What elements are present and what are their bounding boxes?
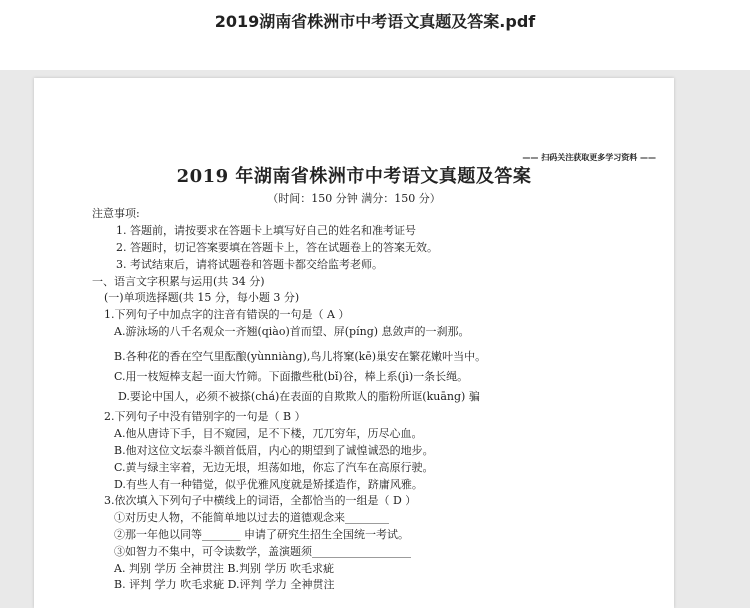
title-bar (0, 0, 750, 70)
scan-note: —— 扫码关注获取更多学习资料 —— (522, 153, 656, 162)
question-3: 3.依次填入下列句子中横线上的词语，全都恰当的一组是（ D ） (104, 494, 417, 507)
q2-option-a: A.他从唐诗下手，目不窥园，足不下楼，兀兀穷年，历尽心血。 (114, 427, 423, 440)
question-1: 1.下列句子中加点字的注音有错误的一句是（ A ） (104, 308, 350, 321)
question-2: 2.下列句子中没有错别字的一句是（ B ） (104, 410, 306, 423)
notice-heading: 注意事项: (92, 207, 140, 220)
subsection-heading: (一)单项选择题(共 15 分，每小题 3 分) (104, 291, 300, 304)
notice-item-3: 3. 考试结束后，请将试题卷和答题卡都交给监考老师。 (116, 258, 383, 271)
q1-option-c: C.用一枝短棒支起一面大竹筛。下面撒些秕(bǐ)谷，棒上系(jì)一条长绳。 (114, 370, 469, 383)
exam-subtitle: （时间：150 分钟 满分：150 分） (267, 192, 441, 205)
q3-sentence-3: ③如智力不集中，可令读数学，盖演题须__________________ (114, 545, 411, 558)
q1-option-d: D.要论中国人，必须不被搽(chá)在表面的自欺欺人的脂粉所诓(kuāng) 骗 (118, 390, 480, 403)
notice-item-2: 2. 答题时，切记答案要填在答题卡上，答在试题卷上的答案无效。 (116, 241, 438, 254)
pdf-page[interactable] (34, 78, 674, 608)
q2-option-d: D.有些人有一种错觉，似乎优雅风度就是矫揉造作，跻庸风雅。 (114, 478, 423, 491)
file-title: 2019湖南省株洲市中考语文真题及答案.pdf (214, 12, 536, 31)
q1-option-a: A.游泳场的八千名观众一齐翘(qiào)首而望、屏(píng) 息敛声的一刹那。 (114, 325, 470, 338)
q2-option-b: B.他对这位文坛泰斗额首低眉，内心的期望到了诚惶诚恐的地步。 (114, 444, 434, 457)
q2-option-c: C.黄与绿主宰着，无边无垠，坦荡如地，你忘了汽车在高原行驶。 (114, 461, 434, 474)
q3-sentence-1: ①对历史人物，不能简单地以过去的道德观念来________ (114, 511, 389, 524)
q1-option-b: B.各种花的香在空气里酝酿(yùnniàng),鸟儿将窠(kē)巢安在繁花嫩叶当中。 (114, 350, 487, 363)
q3-options-row-1: A. 判别 学历 全神贯注 B.判别 学历 吹毛求疵 (114, 562, 334, 575)
q3-options-row-2: B. 评判 学力 吹毛求疵 D.评判 学力 全神贯注 (114, 578, 335, 591)
notice-item-1: 1. 答题前，请按要求在答题卡上填写好自己的姓名和准考证号 (116, 224, 416, 237)
section-heading: 一、语言文字积累与运用(共 34 分) (92, 275, 265, 288)
main-title: 2019 年湖南省株洲市中考语文真题及答案 (176, 166, 532, 187)
q3-sentence-2: ②那一年他以同等_______ 申请了研究生招生全国统一考试。 (114, 528, 409, 541)
